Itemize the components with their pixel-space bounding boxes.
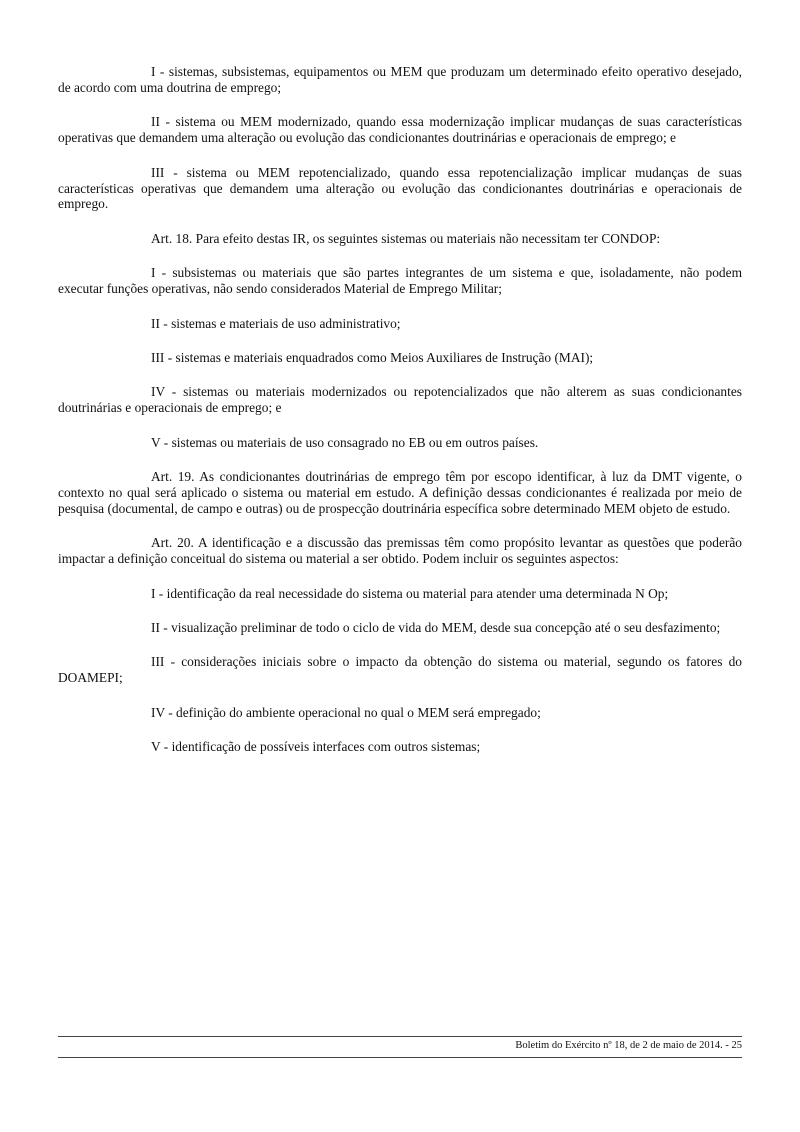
paragraph: I - sistemas, subsistemas, equipamentos ou MEM que produzam um determinado efeito operativo desejado, de acordo com uma doutrina de emprego; — [58, 64, 742, 95]
paragraph: V - identificação de possíveis interfaces com outros sistemas; — [151, 739, 481, 755]
paragraph: IV - definição do ambiente operacional no qual o MEM será empregado; — [151, 704, 541, 720]
paragraph: IV - sistemas ou materiais modernizados ou repotencializados que não alterem as suas condicionantes doutrinárias e operacionais de emprego; e — [58, 384, 742, 416]
paragraph: III - sistemas e materiais enquadrados como Meios Auxiliares de Instrução (MAI); — [151, 349, 594, 365]
paragraph: III - sistema ou MEM repotencializado, quando essa repotencialização implicar mudanças de suas características operativas que demandem uma alteração ou evolução das condicionantes doutrinárias e operacionais de emprego. — [58, 164, 742, 212]
footer-text: Boletim do Exército nº 18, de 2 de maio de 2014. - 25 — [515, 1040, 742, 1051]
paragraph: Art. 20. A identificação e a discussão das premissas têm como propósito levantar as questões que poderão impactar a definição conceitual do sistema ou material a ser obtido. Podem incluir os seguintes aspectos: — [58, 535, 742, 567]
paragraph: II - visualização preliminar de todo o ciclo de vida do MEM, desde sua concepção até o seu desfazimento; — [151, 620, 721, 636]
paragraph: Art. 19. As condicionantes doutrinárias de emprego têm por escopo identificar, à luz da DMT vigente, o contexto no qual será aplicado o sistema ou material em estudo. A definição dessas condicionantes é realizada por meio de pesquisa (documental, de campo e outras) ou de prospecção doutrinária específica sobre determinado MEM objeto de estudo. — [58, 469, 742, 516]
paragraph: I - identificação da real necessidade do sistema ou material para atender uma determinada N Op; — [151, 585, 669, 601]
footer-bottom-rule — [58, 1057, 742, 1058]
paragraph: Art. 18. Para efeito destas IR, os seguintes sistemas ou materiais não necessitam ter CONDOP: — [151, 230, 661, 246]
paragraph: V - sistemas ou materiais de uso consagrado no EB ou em outros países. — [151, 434, 539, 450]
paragraph: II - sistema ou MEM modernizado, quando essa modernização implicar mudanças de suas características operativas que demandem uma alteração ou evolução das condicionantes doutrinárias e operacionais de emprego; e — [58, 114, 742, 146]
document-body — [58, 64, 742, 774]
paragraph: I - subsistemas ou materiais que são partes integrantes de um sistema e que, isoladamente, não podem executar funções operativas, não sendo considerados Material de Emprego Militar; — [58, 265, 742, 297]
paragraph: III - considerações iniciais sobre o impacto da obtenção do sistema ou material, segundo os fatores do DOAMEPI; — [58, 654, 742, 686]
paragraph: II - sistemas e materiais de uso administrativo; — [151, 315, 401, 331]
page-footer — [58, 1036, 742, 1058]
